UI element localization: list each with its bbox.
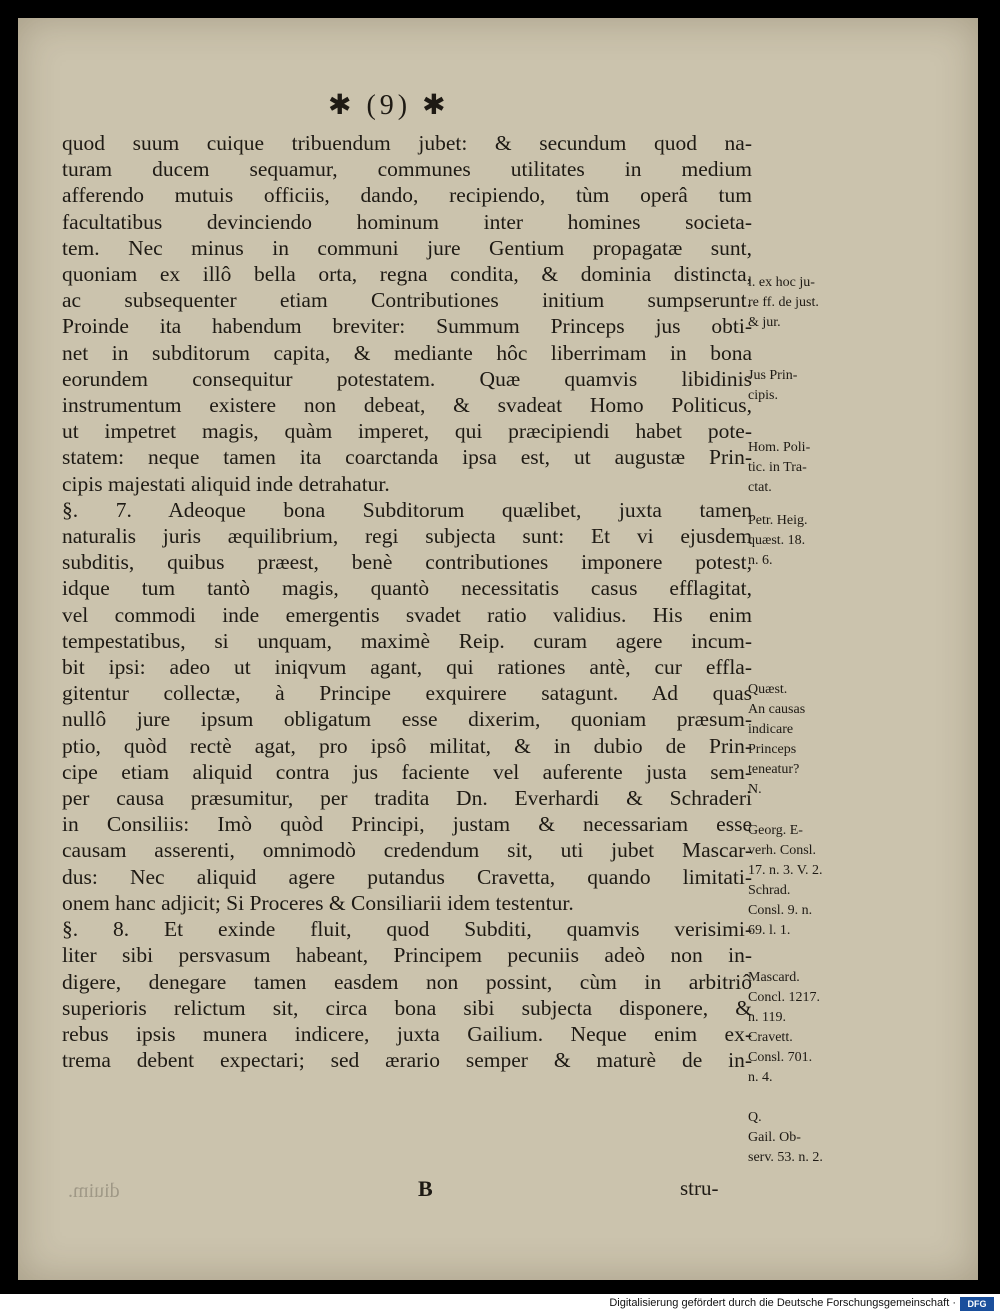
text-line: naturalis juris æquilibrium, regi subjecta sunt: Et vi ejusdem xyxy=(62,524,752,549)
catchword: stru- xyxy=(680,1176,719,1200)
margin-note-line: ctat. xyxy=(748,480,772,495)
text-line: tem. Nec minus in communi jure Gentium propagatæ sunt, xyxy=(62,235,752,260)
margin-note-line: Georg. E- xyxy=(748,823,803,838)
text-line: onem hanc adjicit; Si Proceres & Consiliarii idem testentur. xyxy=(62,890,574,915)
margin-note-line: re ff. de just. xyxy=(748,295,819,310)
text-line: facultatibus devinciendo hominum inter homines societa- xyxy=(62,209,752,234)
margin-note-line: Hom. Poli- xyxy=(748,440,811,455)
text-line: liter sibi persvasum habeant, Principem pecuniis adeò non in- xyxy=(62,943,752,968)
margin-note-line: Quæst. xyxy=(748,682,788,697)
text-line: statem: neque tamen ita coarctanda ipsa est, ut augustæ Prin- xyxy=(62,445,752,470)
bleed-through-text: diuim. xyxy=(68,1180,120,1202)
margin-note xyxy=(748,366,888,406)
text-line: causam asserenti, omnimodò credendum sit, uti jubet Mascar- xyxy=(62,838,752,863)
margin-note-line: Gail. Ob- xyxy=(748,1130,801,1145)
text-line: bit ipsi: adeo ut iniqvum agant, qui rationes antè, cur effla- xyxy=(62,655,752,680)
text-line: quoniam ex illô bella orta, regna condita, & dominia distincta, xyxy=(62,262,752,287)
margin-note-line: cipis. xyxy=(748,388,778,403)
dfg-logo: DFG xyxy=(960,1297,994,1311)
text-line: vel commodi inde emergentis svadet ratio validius. His enim xyxy=(62,602,752,627)
text-line: turam ducem sequamur, communes utilitates in medium xyxy=(62,157,752,182)
margin-note-line: tic. in Tra- xyxy=(748,460,807,475)
margin-note xyxy=(748,438,888,498)
text-line: cipis majestati aliquid inde detrahatur. xyxy=(62,471,390,496)
text-line: superioris relictum sit, circa bona sibi subjecta disponere, & xyxy=(62,995,752,1020)
margin-note-line: n. 4. xyxy=(748,1070,773,1085)
margin-note-line: Consl. 701. xyxy=(748,1050,813,1065)
text-line: eorundem consequitur potestatem. Quæ quamvis libidinis xyxy=(62,366,752,391)
margin-note-line: n. 119. xyxy=(748,1010,786,1025)
footer-bar xyxy=(0,1294,1000,1314)
text-line: gitentur collectæ, à Principe exquirere satagunt. Ad quas xyxy=(62,681,752,706)
margin-note-line: Mascard. xyxy=(748,970,800,985)
text-line: afferendo mutuis officiis, dando, recipiendo, tùm operâ tum xyxy=(62,183,752,208)
margin-note-line: Princeps xyxy=(748,742,797,757)
margin-note-line: Consl. 9. n. xyxy=(748,903,813,918)
margin-note-line: verh. Consl. xyxy=(748,843,817,858)
margin-note xyxy=(748,680,888,800)
margin-note-line: quæst. 18. xyxy=(748,533,806,548)
margin-note xyxy=(748,511,888,571)
text-line: idque tum tantò magis, quantò necessitatis casus efflagitat, xyxy=(62,576,752,601)
margin-note-line: Cravett. xyxy=(748,1030,793,1045)
margin-note-line: indicare xyxy=(748,722,794,737)
text-line: tempestatibus, si unquam, maximè Reip. curam agere incum- xyxy=(62,628,752,653)
body-text xyxy=(62,130,752,1073)
margin-note-line: Q. xyxy=(748,1110,762,1125)
margin-note-line: teneatur? xyxy=(748,762,800,777)
signature-mark: B xyxy=(418,1176,433,1201)
margin-note xyxy=(748,273,888,333)
text-line: Proinde ita habendum breviter: Summum Princeps jus obti- xyxy=(62,314,752,339)
margin-note-line: n. 6. xyxy=(748,553,773,568)
text-line: quod suum cuique tribuendum jubet: & secundum quod na- xyxy=(62,131,752,155)
text-line: net in subditorum capita, & mediante hôc liberrimam in bona xyxy=(62,340,752,365)
margin-note-line: N. xyxy=(748,782,762,797)
text-line: ac subsequenter etiam Contributiones initium sumpserunt. xyxy=(62,288,752,313)
text-line: cipe etiam aliquid contra jus faciente vel auferente justa sem- xyxy=(62,759,752,784)
text-line: instrumentum existere non debeat, & svadeat Homo Politicus, xyxy=(62,393,752,418)
text-line: trema debent expectari; sed ærario semper & maturè de in- xyxy=(62,1048,752,1073)
text-line: dus: Nec aliquid agere putandus Cravetta, quando limitati- xyxy=(62,864,752,889)
text-line: digere, denegare tamen easdem non possint, cùm in arbitriô xyxy=(62,969,752,994)
margin-note-line: Concl. 1217. xyxy=(748,990,820,1005)
margin-note-line: serv. 53. n. 2. xyxy=(748,1150,823,1165)
footer-credit: Digitalisierung gefördert durch die Deutsche Forschungsgemeinschaft · xyxy=(609,1297,956,1309)
margin-note xyxy=(748,968,888,1088)
margin-note-line: Schrad. xyxy=(748,883,791,898)
text-line: per causa præsumitur, per tradita Dn. Everhardi & Schraderi xyxy=(62,786,752,811)
margin-note-line: An causas xyxy=(748,702,806,717)
scanned-page xyxy=(18,18,978,1280)
margin-note xyxy=(748,1108,888,1168)
margin-note-line: Jus Prin- xyxy=(748,368,798,383)
text-line: ut impetret magis, quàm imperet, qui præcipiendi habet pote- xyxy=(62,419,752,444)
text-line: nullô jure ipsum obligatum esse dixerim, quoniam præsum- xyxy=(62,707,752,732)
text-line: §. 7. Adeoque bona Subditorum quælibet, juxta tamen xyxy=(62,497,752,522)
page-header: ✱ (9) ✱ xyxy=(328,90,450,121)
margin-note-line: Petr. Heig. xyxy=(748,513,808,528)
margin-note-line: 17. n. 3. V. 2. xyxy=(748,863,823,878)
text-line: subditis, quibus præest, benè contributiones imponere potest, xyxy=(62,550,752,575)
margin-note-line: 69. l. 1. xyxy=(748,923,791,938)
margin-note xyxy=(748,821,888,941)
text-line: in Consiliis: Imò quòd Principi, justam & necessariam esse xyxy=(62,812,752,837)
margin-note-line: l. ex hoc ju- xyxy=(748,275,815,290)
margin-note-line: & jur. xyxy=(748,315,781,330)
text-line: ptio, quòd rectè agat, pro ipsô militat, & in dubio de Prin- xyxy=(62,733,752,758)
text-line: §. 8. Et exinde fluit, quod Subditi, quamvis verisimi- xyxy=(62,917,752,942)
text-line: rebus ipsis munera indicere, juxta Gailium. Neque enim ex- xyxy=(62,1021,752,1046)
